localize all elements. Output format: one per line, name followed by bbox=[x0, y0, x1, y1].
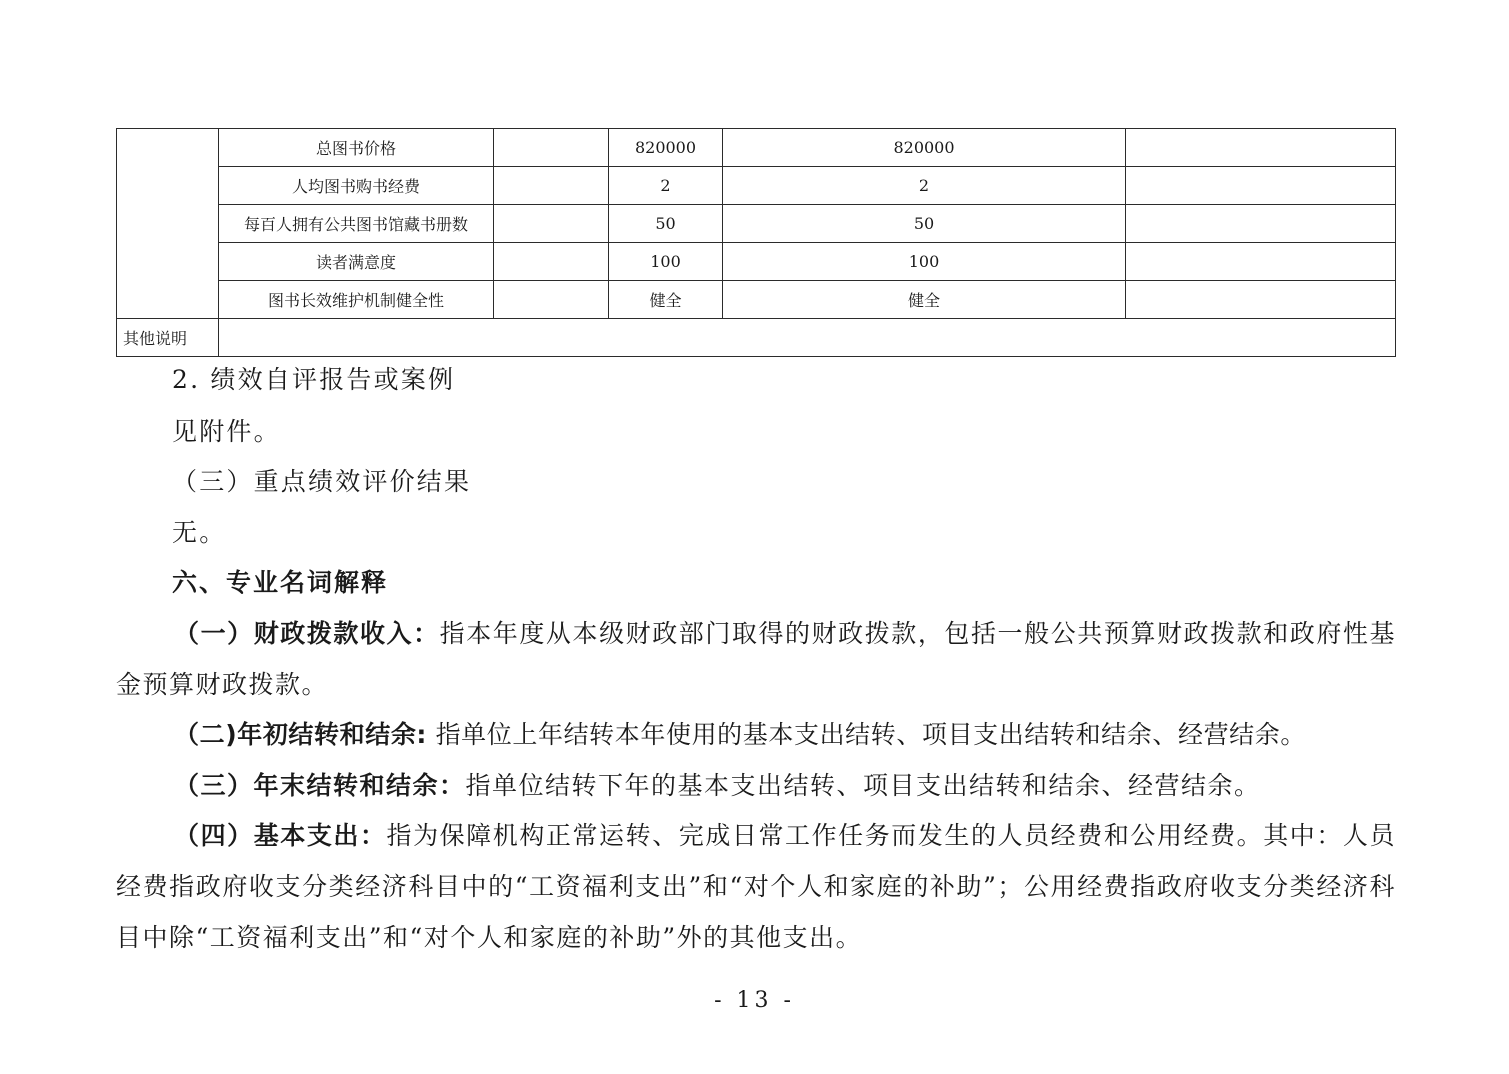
term-ending-carryover bbox=[116, 760, 1396, 811]
term-fiscal-appropriation-income bbox=[116, 608, 1396, 710]
actual-value-cell: 100 bbox=[723, 243, 1126, 281]
table-row bbox=[117, 129, 1396, 167]
table-row bbox=[117, 205, 1396, 243]
actual-value-cell: 50 bbox=[723, 205, 1126, 243]
term-basic-expenditure bbox=[116, 810, 1396, 963]
blank-cell bbox=[494, 281, 609, 319]
blank-cell bbox=[494, 167, 609, 205]
note-cell bbox=[1126, 243, 1396, 281]
paragraph-none: 无。 bbox=[172, 518, 227, 547]
other-notes-value bbox=[219, 319, 1396, 357]
target-value-cell: 820000 bbox=[609, 129, 723, 167]
actual-value-cell: 健全 bbox=[723, 281, 1126, 319]
merged-category-cell bbox=[117, 129, 219, 319]
actual-value-cell: 820000 bbox=[723, 129, 1126, 167]
indicator-name-cell: 人均图书购书经费 bbox=[219, 167, 494, 205]
blank-cell bbox=[494, 129, 609, 167]
term-definition: 指本年度从本级财政部门取得的财政拨款，包括一般公共预算财政拨款和政府性基金预算财政拨款。 bbox=[116, 619, 1396, 699]
term-definition: 指单位上年结转本年使用的基本支出结转、项目支出结转和结余、经营结余。 bbox=[427, 720, 1306, 749]
term-label: （四）基本支出： bbox=[174, 821, 387, 850]
target-value-cell: 健全 bbox=[609, 281, 723, 319]
actual-value-cell: 2 bbox=[723, 167, 1126, 205]
term-beginning-carryover bbox=[116, 709, 1396, 760]
note-cell bbox=[1126, 281, 1396, 319]
paragraph-see-attachment: 见附件。 bbox=[172, 417, 281, 446]
term-label: （一）财政拨款收入： bbox=[174, 619, 440, 648]
section-title-terminology: 六、专业名词解释 bbox=[172, 568, 389, 597]
performance-indicator-table bbox=[116, 128, 1396, 357]
indicator-name-cell: 每百人拥有公共图书馆藏书册数 bbox=[219, 205, 494, 243]
table-row bbox=[117, 167, 1396, 205]
target-value-cell: 100 bbox=[609, 243, 723, 281]
note-cell bbox=[1126, 129, 1396, 167]
subheading-key-evaluation-results: （三）重点绩效评价结果 bbox=[172, 467, 472, 496]
page-number: - 13 - bbox=[714, 988, 795, 1013]
table-row bbox=[117, 281, 1396, 319]
target-value-cell: 50 bbox=[609, 205, 723, 243]
table-row bbox=[117, 319, 1396, 357]
note-cell bbox=[1126, 167, 1396, 205]
term-label: （三）年末结转和结余： bbox=[174, 771, 466, 800]
table-row bbox=[117, 243, 1396, 281]
term-definition: 指为保障机构正常运转、完成日常工作任务而发生的人员经费和公用经费。其中：人员经费指政府收支分类经济科目中的“工资福利支出”和“对个人和家庭的补助”；公用经费指政府收支分类经济科目中除“工资福利支出”和“对个人和家庭的补助”外的其他支出。 bbox=[116, 821, 1396, 952]
indicator-name-cell: 读者满意度 bbox=[219, 243, 494, 281]
note-cell bbox=[1126, 205, 1396, 243]
term-definition: 指单位结转下年的基本支出结转、项目支出结转和结余、经营结余。 bbox=[465, 771, 1261, 800]
other-notes-label: 其他说明 bbox=[117, 319, 219, 357]
term-label: （二)年初结转和结余: bbox=[174, 720, 428, 749]
blank-cell bbox=[494, 205, 609, 243]
indicator-name-cell: 总图书价格 bbox=[219, 129, 494, 167]
indicator-name-cell: 图书长效维护机制健全性 bbox=[219, 281, 494, 319]
blank-cell bbox=[494, 243, 609, 281]
target-value-cell: 2 bbox=[609, 167, 723, 205]
subheading-self-evaluation: 2. 绩效自评报告或案例 bbox=[172, 365, 456, 394]
